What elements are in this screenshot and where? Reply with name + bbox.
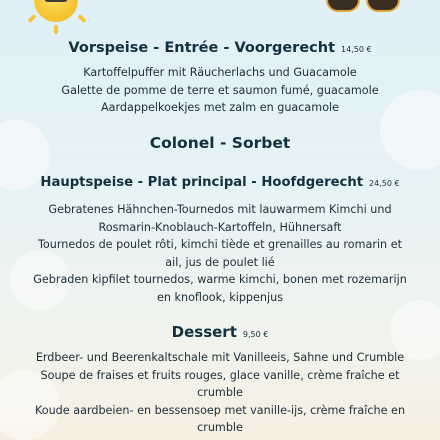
- starter-heading: [0, 38, 440, 60]
- dessert-line: Soupe de fraises et fruits rouges, glace vanille, crème fraîche et: [40, 368, 400, 382]
- dessert-price: 9,50 €: [242, 330, 269, 339]
- main-line: ail, jus de poulet lié: [165, 255, 275, 269]
- sorbet-section: [0, 133, 440, 153]
- sunglasses-icon: [326, 0, 400, 10]
- dessert-section: [0, 322, 440, 437]
- main-line: Gebratenes Hähnchen-Tournedos mit lauwarmem Kimchi und: [48, 203, 392, 216]
- main-line: Tournedos de poulet rôti, kimchi tiède et grenailles au romarin et: [38, 238, 402, 251]
- starter-price: 14,50 €: [341, 45, 372, 54]
- dessert-line: Erdbeer- und Beerenkaltschale mit Vanilleeis, Sahne und Crumble: [35, 351, 405, 364]
- starter-line: Aardappelkoekjes met zalm en guacamole: [100, 101, 340, 114]
- dessert-title: Dessert: [171, 323, 237, 341]
- main-line: en knoflook, kippenjus: [156, 290, 284, 304]
- main-heading: [0, 173, 440, 194]
- starter-title: Vorspeise - Entrée - Voorgerecht: [68, 40, 336, 56]
- dessert-heading: [0, 322, 440, 345]
- starter-line: Kartoffelpuffer mit Räucherlachs und Guacamole: [83, 66, 357, 79]
- dessert-line: crumble: [197, 421, 243, 434]
- main-section: [0, 173, 440, 306]
- main-price: 24,50 €: [369, 179, 400, 188]
- dessert-line: crumble: [197, 386, 243, 399]
- main-line: Gebraden kipfilet tournedos, warme kimchi, bonen met rozemarijn: [33, 273, 407, 286]
- main-line: Rosmarin-Knoblauch-Kartoffeln, Hühnersaft: [98, 220, 342, 234]
- starter-line: Galette de pomme de terre et saumon fumé, guacamole: [61, 83, 379, 97]
- sorbet-title: Colonel - Sorbet: [149, 134, 291, 152]
- main-title: Hauptspeise - Plat principal - Hoofdgerecht: [40, 175, 364, 190]
- dessert-line: Koude aardbeien- en bessensoep met vanille-ijs, crème fraîche en: [34, 403, 406, 417]
- starter-section: [0, 38, 440, 117]
